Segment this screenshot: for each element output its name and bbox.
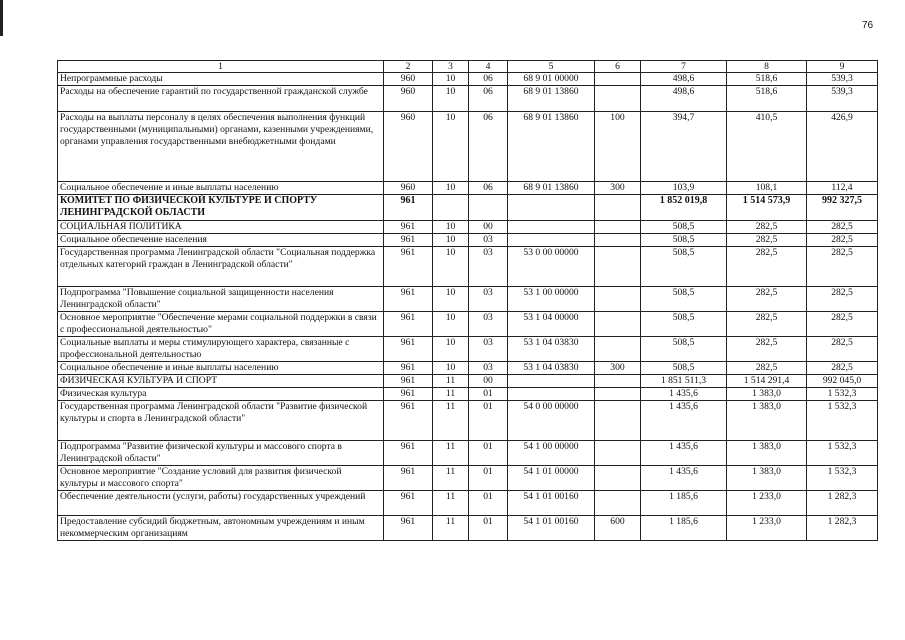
amount-year2-cell: 1 383,0	[727, 401, 807, 441]
scan-edge-mark	[0, 0, 3, 36]
row-name-cell: Государственная программа Ленинградской области "Социальная поддержка отдельных категорий граждан в Ленинградской области"	[58, 247, 384, 287]
subsection-code-cell: 03	[469, 362, 508, 375]
subsection-code-cell: 00	[469, 375, 508, 388]
expense-type-cell	[595, 401, 641, 441]
expense-type-cell	[595, 287, 641, 312]
admin-code-cell: 961	[384, 287, 433, 312]
table-row	[58, 234, 878, 247]
expense-type-cell: 600	[595, 516, 641, 541]
table-row	[58, 86, 878, 112]
amount-year1-cell: 508,5	[641, 247, 727, 287]
amount-year1-cell: 1 435,6	[641, 441, 727, 466]
amount-year3-cell: 282,5	[807, 312, 878, 337]
expense-type-cell	[595, 441, 641, 466]
amount-year3-cell: 992 327,5	[807, 195, 878, 221]
amount-year1-cell: 508,5	[641, 221, 727, 234]
section-code-cell: 10	[433, 287, 469, 312]
amount-year3-cell: 112,4	[807, 182, 878, 195]
amount-year3-cell: 539,3	[807, 86, 878, 112]
amount-year1-cell: 1 851 511,3	[641, 375, 727, 388]
expense-type-cell	[595, 234, 641, 247]
target-article-cell: 54 1 00 00000	[508, 441, 595, 466]
row-name-cell: КОМИТЕТ ПО ФИЗИЧЕСКОЙ КУЛЬТУРЕ И СПОРТУ ЛЕНИНГРАДСКОЙ ОБЛАСТИ	[58, 195, 384, 221]
amount-year3-cell: 282,5	[807, 287, 878, 312]
table-row	[58, 516, 878, 541]
subsection-code-cell: 01	[469, 466, 508, 491]
row-name-cell: Социальное обеспечение и иные выплаты населению	[58, 182, 384, 195]
row-name-cell: СОЦИАЛЬНАЯ ПОЛИТИКА	[58, 221, 384, 234]
amount-year2-cell: 282,5	[727, 221, 807, 234]
amount-year1-cell: 508,5	[641, 337, 727, 362]
header-cell: 7	[641, 61, 727, 73]
expense-type-cell	[595, 375, 641, 388]
expense-type-cell	[595, 388, 641, 401]
subsection-code-cell: 06	[469, 73, 508, 86]
table-row	[58, 112, 878, 182]
amount-year1-cell: 103,9	[641, 182, 727, 195]
admin-code-cell: 961	[384, 234, 433, 247]
table-header-row	[58, 61, 878, 73]
row-name-cell: Социальные выплаты и меры стимулирующего характера, связанные с профессиональной деятельностью	[58, 337, 384, 362]
amount-year2-cell: 282,5	[727, 234, 807, 247]
amount-year2-cell: 282,5	[727, 312, 807, 337]
section-code-cell: 10	[433, 182, 469, 195]
expense-type-cell	[595, 491, 641, 516]
amount-year3-cell: 1 282,3	[807, 491, 878, 516]
admin-code-cell: 961	[384, 401, 433, 441]
target-article-cell: 68 9 01 13860	[508, 182, 595, 195]
admin-code-cell: 961	[384, 312, 433, 337]
section-code-cell: 11	[433, 441, 469, 466]
subsection-code-cell: 01	[469, 441, 508, 466]
row-name-cell: Подпрограмма "Развитие физической культуры и массового спорта в Ленинградской области"	[58, 441, 384, 466]
subsection-code-cell: 06	[469, 86, 508, 112]
target-article-cell	[508, 195, 595, 221]
section-code-cell: 11	[433, 516, 469, 541]
amount-year1-cell: 508,5	[641, 312, 727, 337]
target-article-cell: 54 1 01 00160	[508, 491, 595, 516]
section-code-cell: 10	[433, 112, 469, 182]
amount-year1-cell: 498,6	[641, 73, 727, 86]
target-article-cell: 68 9 01 00000	[508, 73, 595, 86]
amount-year2-cell: 1 514 573,9	[727, 195, 807, 221]
amount-year2-cell: 1 514 291,4	[727, 375, 807, 388]
section-code-cell: 11	[433, 466, 469, 491]
subsection-code-cell: 01	[469, 401, 508, 441]
target-article-cell: 68 9 01 13860	[508, 112, 595, 182]
amount-year1-cell: 508,5	[641, 287, 727, 312]
table-row	[58, 401, 878, 441]
table-row	[58, 195, 878, 221]
target-article-cell: 68 9 01 13860	[508, 86, 595, 112]
section-code-cell: 10	[433, 337, 469, 362]
target-article-cell: 54 0 00 00000	[508, 401, 595, 441]
amount-year2-cell: 108,1	[727, 182, 807, 195]
header-cell: 8	[727, 61, 807, 73]
amount-year3-cell: 1 532,3	[807, 441, 878, 466]
admin-code-cell: 960	[384, 86, 433, 112]
row-name-cell: Расходы на обеспечение гарантий по государственной гражданской службе	[58, 86, 384, 112]
target-article-cell: 53 1 04 00000	[508, 312, 595, 337]
target-article-cell	[508, 388, 595, 401]
admin-code-cell: 961	[384, 491, 433, 516]
amount-year1-cell: 1 852 019,8	[641, 195, 727, 221]
section-code-cell: 11	[433, 491, 469, 516]
table-row	[58, 388, 878, 401]
amount-year2-cell: 282,5	[727, 362, 807, 375]
admin-code-cell: 960	[384, 112, 433, 182]
admin-code-cell: 960	[384, 182, 433, 195]
admin-code-cell: 961	[384, 221, 433, 234]
section-code-cell: 10	[433, 221, 469, 234]
expense-type-cell	[595, 466, 641, 491]
row-name-cell: Социальное обеспечение и иные выплаты населению	[58, 362, 384, 375]
expense-type-cell	[595, 337, 641, 362]
expense-type-cell: 300	[595, 182, 641, 195]
amount-year2-cell: 1 383,0	[727, 388, 807, 401]
table-row	[58, 375, 878, 388]
amount-year2-cell: 410,5	[727, 112, 807, 182]
header-cell: 5	[508, 61, 595, 73]
row-name-cell: Государственная программа Ленинградской области "Развитие физической культуры и спорта в Ленинградской области"	[58, 401, 384, 441]
amount-year3-cell: 992 045,0	[807, 375, 878, 388]
table-row	[58, 466, 878, 491]
amount-year1-cell: 1 435,6	[641, 388, 727, 401]
amount-year2-cell: 1 383,0	[727, 466, 807, 491]
table-row	[58, 312, 878, 337]
target-article-cell	[508, 375, 595, 388]
header-cell: 9	[807, 61, 878, 73]
row-name-cell: ФИЗИЧЕСКАЯ КУЛЬТУРА И СПОРТ	[58, 375, 384, 388]
table-row	[58, 182, 878, 195]
amount-year3-cell: 1 282,3	[807, 516, 878, 541]
subsection-code-cell: 01	[469, 516, 508, 541]
subsection-code-cell	[469, 195, 508, 221]
amount-year3-cell: 282,5	[807, 221, 878, 234]
target-article-cell: 53 0 00 00000	[508, 247, 595, 287]
amount-year1-cell: 394,7	[641, 112, 727, 182]
budget-table	[57, 60, 878, 541]
header-cell: 6	[595, 61, 641, 73]
admin-code-cell: 960	[384, 73, 433, 86]
expense-type-cell	[595, 221, 641, 234]
admin-code-cell: 961	[384, 516, 433, 541]
target-article-cell: 54 1 01 00160	[508, 516, 595, 541]
amount-year3-cell: 1 532,3	[807, 388, 878, 401]
subsection-code-cell: 06	[469, 182, 508, 195]
subsection-code-cell: 01	[469, 388, 508, 401]
section-code-cell: 10	[433, 362, 469, 375]
section-code-cell: 10	[433, 73, 469, 86]
header-cell: 1	[58, 61, 384, 73]
amount-year3-cell: 282,5	[807, 234, 878, 247]
table-row	[58, 247, 878, 287]
expense-type-cell: 100	[595, 112, 641, 182]
table-row	[58, 73, 878, 86]
amount-year2-cell: 282,5	[727, 337, 807, 362]
admin-code-cell: 961	[384, 362, 433, 375]
amount-year1-cell: 1 185,6	[641, 516, 727, 541]
row-name-cell: Предоставление субсидий бюджетным, автономным учреждениям и иным некоммерческим организациям	[58, 516, 384, 541]
subsection-code-cell: 03	[469, 337, 508, 362]
amount-year3-cell: 426,9	[807, 112, 878, 182]
table-row	[58, 221, 878, 234]
admin-code-cell: 961	[384, 337, 433, 362]
admin-code-cell: 961	[384, 466, 433, 491]
amount-year1-cell: 508,5	[641, 362, 727, 375]
row-name-cell: Непрограммные расходы	[58, 73, 384, 86]
row-name-cell: Подпрограмма "Повышение социальной защищенности населения Ленинградской области"	[58, 287, 384, 312]
expense-type-cell	[595, 86, 641, 112]
amount-year3-cell: 1 532,3	[807, 401, 878, 441]
amount-year3-cell: 282,5	[807, 362, 878, 375]
table-row	[58, 337, 878, 362]
section-code-cell: 10	[433, 234, 469, 247]
header-cell: 3	[433, 61, 469, 73]
table-row	[58, 491, 878, 516]
expense-type-cell: 300	[595, 362, 641, 375]
amount-year2-cell: 282,5	[727, 287, 807, 312]
target-article-cell: 53 1 04 03830	[508, 362, 595, 375]
row-name-cell: Основное мероприятие "Создание условий для развития физической культуры и массового спорта"	[58, 466, 384, 491]
amount-year1-cell: 1 435,6	[641, 466, 727, 491]
amount-year1-cell: 1 435,6	[641, 401, 727, 441]
amount-year3-cell: 282,5	[807, 247, 878, 287]
amount-year2-cell: 1 233,0	[727, 516, 807, 541]
expense-type-cell	[595, 195, 641, 221]
row-name-cell: Социальное обеспечение населения	[58, 234, 384, 247]
subsection-code-cell: 03	[469, 287, 508, 312]
header-cell: 4	[469, 61, 508, 73]
subsection-code-cell: 00	[469, 221, 508, 234]
table-row	[58, 441, 878, 466]
amount-year1-cell: 508,5	[641, 234, 727, 247]
admin-code-cell: 961	[384, 375, 433, 388]
subsection-code-cell: 03	[469, 247, 508, 287]
row-name-cell: Основное мероприятие "Обеспечение мерами социальной поддержки в связи с профессиональной деятельностью"	[58, 312, 384, 337]
section-code-cell: 11	[433, 388, 469, 401]
row-name-cell: Обеспечение деятельности (услуги, работы) государственных учреждений	[58, 491, 384, 516]
amount-year2-cell: 1 383,0	[727, 441, 807, 466]
expense-type-cell	[595, 247, 641, 287]
amount-year1-cell: 498,6	[641, 86, 727, 112]
admin-code-cell: 961	[384, 247, 433, 287]
section-code-cell: 10	[433, 86, 469, 112]
amount-year3-cell: 539,3	[807, 73, 878, 86]
amount-year2-cell: 518,6	[727, 86, 807, 112]
subsection-code-cell: 03	[469, 234, 508, 247]
subsection-code-cell: 03	[469, 312, 508, 337]
row-name-cell: Физическая культура	[58, 388, 384, 401]
expense-type-cell	[595, 312, 641, 337]
amount-year3-cell: 282,5	[807, 337, 878, 362]
admin-code-cell: 961	[384, 388, 433, 401]
admin-code-cell: 961	[384, 195, 433, 221]
amount-year2-cell: 1 233,0	[727, 491, 807, 516]
target-article-cell	[508, 221, 595, 234]
amount-year2-cell: 282,5	[727, 247, 807, 287]
table-row	[58, 287, 878, 312]
subsection-code-cell: 01	[469, 491, 508, 516]
page-number: 76	[862, 20, 874, 31]
target-article-cell: 53 1 00 00000	[508, 287, 595, 312]
table-row	[58, 362, 878, 375]
section-code-cell	[433, 195, 469, 221]
amount-year2-cell: 518,6	[727, 73, 807, 86]
section-code-cell: 11	[433, 375, 469, 388]
subsection-code-cell: 06	[469, 112, 508, 182]
target-article-cell: 54 1 01 00000	[508, 466, 595, 491]
section-code-cell: 11	[433, 401, 469, 441]
admin-code-cell: 961	[384, 441, 433, 466]
expense-type-cell	[595, 73, 641, 86]
amount-year3-cell: 1 532,3	[807, 466, 878, 491]
amount-year1-cell: 1 185,6	[641, 491, 727, 516]
header-cell: 2	[384, 61, 433, 73]
target-article-cell: 53 1 04 03830	[508, 337, 595, 362]
section-code-cell: 10	[433, 312, 469, 337]
section-code-cell: 10	[433, 247, 469, 287]
row-name-cell: Расходы на выплаты персоналу в целях обеспечения выполнения функций государственными (муниципальными) органами, казенными учреждениями, органами управления государственными внебюджетными фондами	[58, 112, 384, 182]
target-article-cell	[508, 234, 595, 247]
